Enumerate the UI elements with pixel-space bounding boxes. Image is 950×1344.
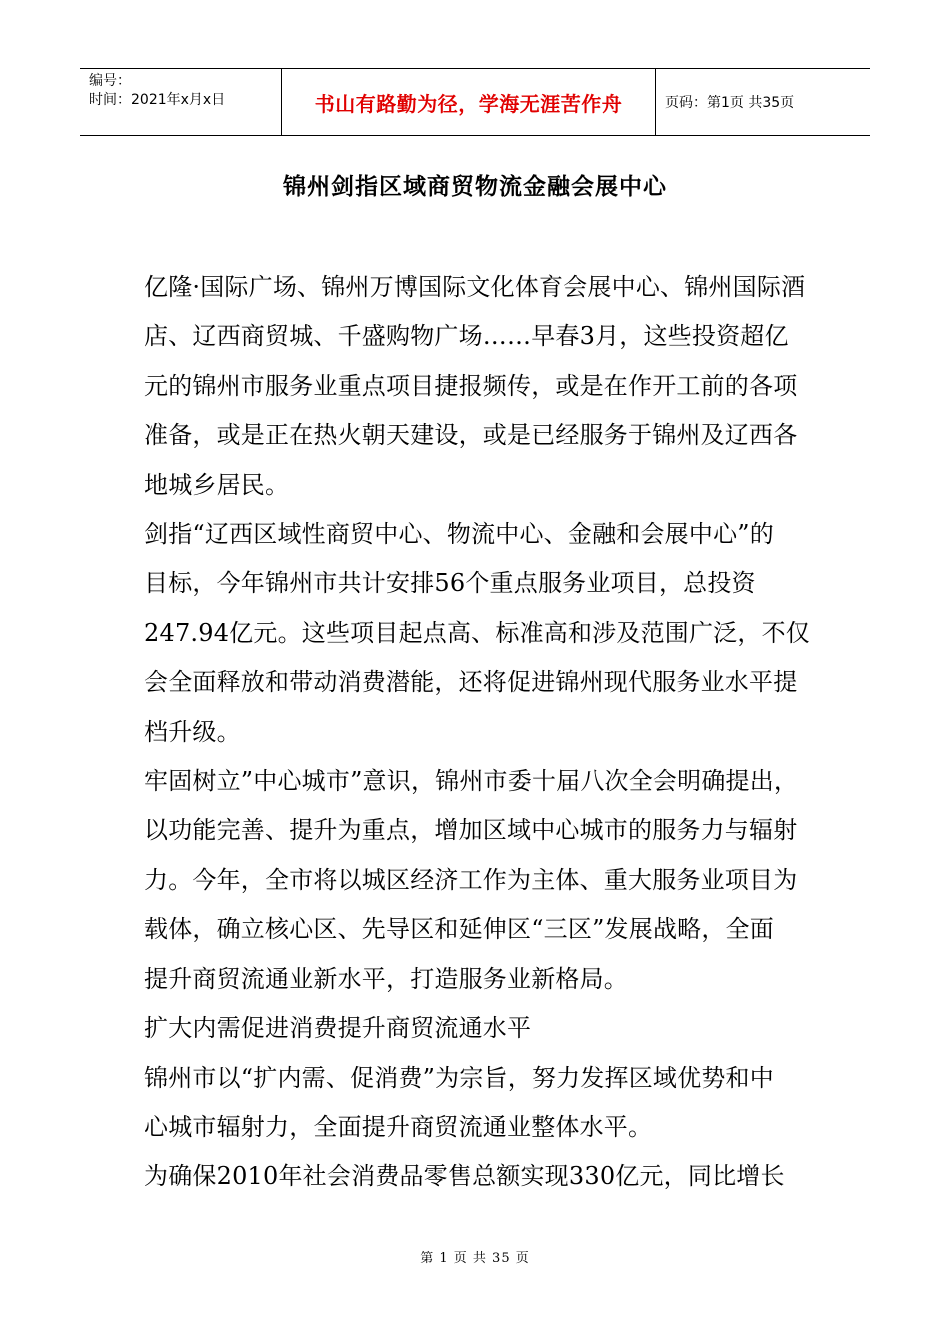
document-header xyxy=(80,68,870,136)
body-line: 牢固树立”中心城市”意识，锦州市委十届八次全会明确提出， xyxy=(144,767,799,796)
document-time-label: 时间：2021年x月x日 xyxy=(89,92,226,108)
body-line: 以功能完善、提升为重点，增加区域中心城市的服务力与辐射 xyxy=(144,816,798,845)
body-line: 提升商贸流通业新水平，打造服务业新格局。 xyxy=(144,964,628,993)
body-line: 地城乡居民。 xyxy=(144,470,290,499)
document-body xyxy=(144,263,844,1202)
page-footer: 第 1 页 共 35 页 xyxy=(420,1251,530,1266)
header-page-info: 页码：第1页 共35页 xyxy=(665,95,795,111)
body-line: 档升级。 xyxy=(144,717,241,746)
body-line: 扩大内需促进消费提升商贸流通水平 xyxy=(144,1014,532,1043)
body-line: 剑指“辽西区域性商贸中心、物流中心、金融和会展中心”的 xyxy=(144,520,774,549)
body-line: 载体，确立核心区、先导区和延伸区“三区”发展战略，全面 xyxy=(144,915,774,944)
header-meta-cell xyxy=(80,69,282,135)
body-line: 元的锦州市服务业重点项目捷报频传，或是在作开工前的各项 xyxy=(144,371,798,400)
header-motto: 书山有路勤为径，学海无涯苦作舟 xyxy=(282,69,656,135)
body-line: 心城市辐射力，全面提升商贸流通业整体水平。 xyxy=(144,1112,653,1141)
body-line: 为确保2010年社会消费品零售总额实现330亿元，同比增长 xyxy=(144,1162,785,1191)
body-line: 目标，今年锦州市共计安排56个重点服务业项目，总投资 xyxy=(144,569,756,598)
body-line: 247.94亿元。这些项目起点高、标准高和涉及范围广泛，不仅 xyxy=(144,618,810,647)
document-number-label: 编号： xyxy=(89,73,131,89)
body-line: 会全面释放和带动消费潜能，还将促进锦州现代服务业水平提 xyxy=(144,668,798,697)
body-line: 店、辽西商贸城、千盛购物广场……早春3月，这些投资超亿 xyxy=(144,322,789,351)
body-line: 准备，或是正在热火朝天建设，或是已经服务于锦州及辽西各 xyxy=(144,421,798,450)
body-line: 亿隆·国际广场、锦州万博国际文化体育会展中心、锦州国际酒 xyxy=(144,273,806,301)
body-line: 力。今年，全市将以城区经济工作为主体、重大服务业项目为 xyxy=(144,865,798,894)
body-line: 锦州市以“扩内需、促消费”为宗旨，努力发挥区域优势和中 xyxy=(144,1063,774,1092)
document-title: 锦州剑指区域商贸物流金融会展中心 xyxy=(283,173,667,200)
